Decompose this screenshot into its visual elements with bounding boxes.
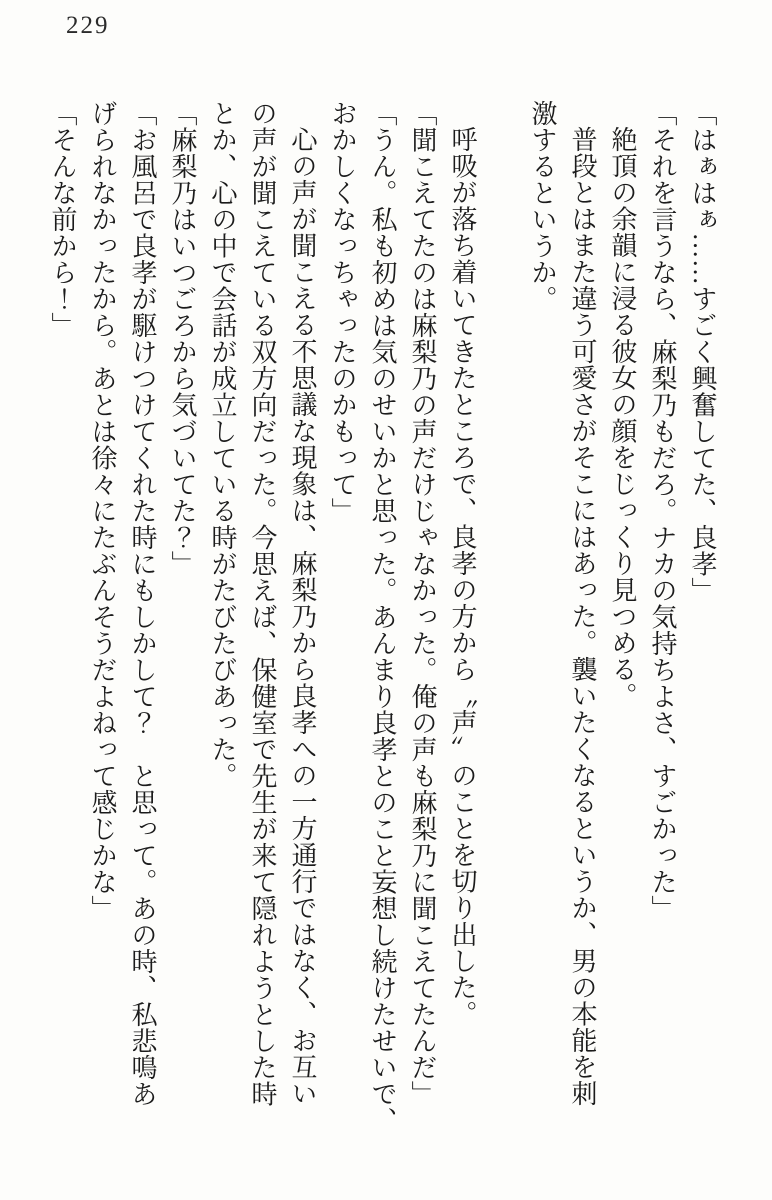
section-break-spacer (482, 100, 522, 1145)
text-line: とか、心の中で会話が成立している時がたびたびあった。 (208, 100, 237, 789)
text-line: 絶頂の余韻に浸る彼女の顔をじっくり見つめる。 (608, 126, 637, 709)
text-line: 心の声が聞こえる不思議な現象は、麻梨乃から良孝への一方通行ではなく、お互い (288, 126, 317, 1107)
text-line: の声が聞こえている双方向だった。今思えば、保健室で先生が来て隠れようとした時 (248, 100, 277, 1107)
text-line: 呼吸が落ち着いてきたところで、良孝の方から〝声〟のことを切り出した。 (448, 126, 477, 1027)
text-line: おかしくなっちゃったのかもって」 (328, 100, 357, 524)
text-line: 激するというか。 (528, 100, 557, 312)
text-line: 「そんな前から！」 (48, 100, 77, 339)
text-line: 「聞こえてたのは麻梨乃の声だけじゃなかった。俺の声も麻梨乃に聞こえてたんだ」 (408, 100, 437, 1107)
text-line: 「麻梨乃はいつごろから気づいてた？」 (168, 100, 197, 577)
text-line: 「うん。私も初めは気のせいかと思った。あんまり良孝とのこと妄想し続けたせいで、 (368, 100, 397, 1134)
text-line: げられなかったから。あとは徐々にたぶんそうだよねって感じかな」 (88, 100, 117, 922)
page-number: 229 (66, 12, 110, 39)
text-line: 普段とはまた違う可愛さがそこにはあった。襲いたくなるというか、男の本能を刺 (568, 126, 597, 1107)
text-line: 「お風呂で良孝が駆けつけてくれた時にもしかして？ と思って。あの時、私悲鳴あ (128, 100, 157, 1107)
novel-text-block (42, 100, 722, 1145)
text-line: 「それを言うなら、麻梨乃もだろ。ナカの気持ちよさ、すごかった」 (648, 100, 677, 922)
text-line: 「はぁはぁ……すごく興奮してた、良孝」 (688, 100, 717, 604)
